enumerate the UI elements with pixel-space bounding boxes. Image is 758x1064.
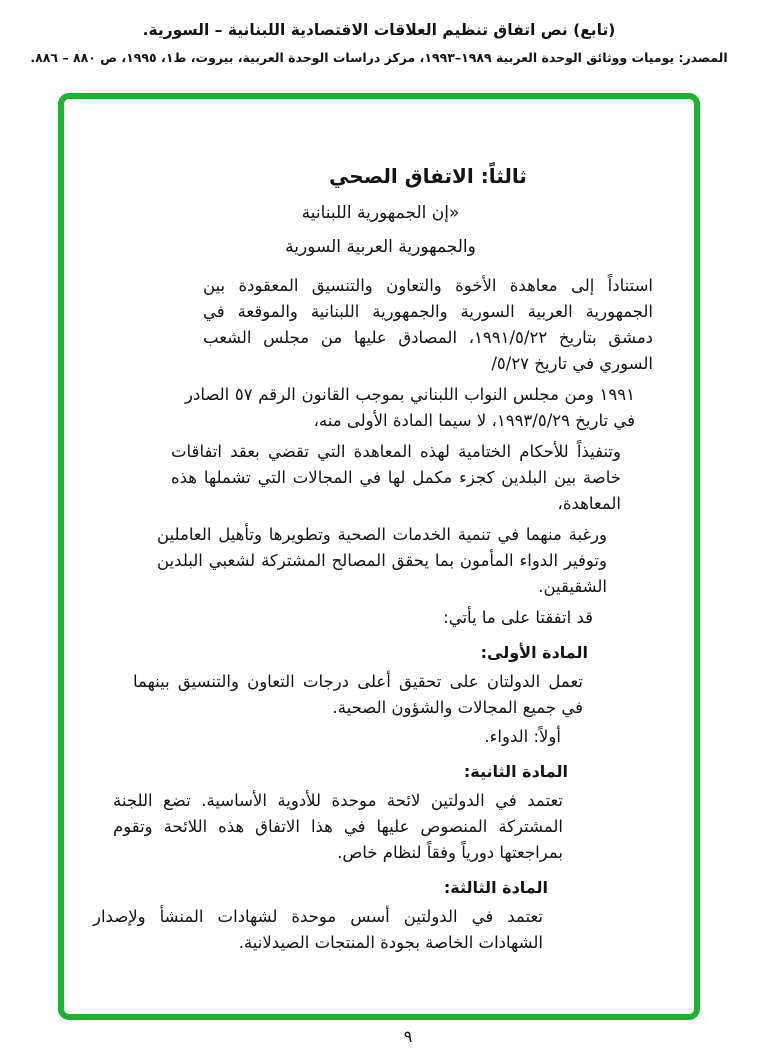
page-header (0, 20, 758, 66)
section-title: ثالثاً: الاتفاق الصحي (329, 164, 527, 188)
highlight-box (58, 93, 700, 1020)
continuation-title: (تابع) نص اتفاق تنظيم العلاقات الاقتصادية اللبنانية – السورية. (142, 21, 616, 39)
preamble-paragraph-1: استناداً إلى معاهدة الأخوة والتعاون والتنسيق المعقودة بين الجمهورية العربية السورية والجمهورية اللبنانية والموقعة في دمشق بتاريخ ٢٢‏/‏٥‏/‏١٩٩١، المصادق عليها من مجلس الشعب السوري في تاريخ ٢٧‏/‏٥‏/ (203, 276, 654, 373)
party-line-syria: والجمهورية العربية السورية (285, 237, 476, 257)
article-3-heading: المادة الثالثة: (443, 878, 548, 897)
preamble-paragraph-2: ١٩٩١ ومن مجلس النواب اللبناني بموجب القانون الرقم ٥٧ الصادر في تاريخ ٢٩‏/‏٥‏/‏١٩٩٣، لا سيما المادة الأولى منه، (185, 385, 635, 430)
document-body (93, 163, 654, 956)
preamble-paragraph-3: وتنفيذاً للأحكام الختامية لهذه المعاهدة التي تقضي بعقد اتفاقات خاصة بين البلدين كجزء مكمل لها في المجالات التي تشملها هذه المعاهدة، (171, 442, 621, 513)
article-1-body: تعمل الدولتان على تحقيق أعلى درجات التعاون والتنسيق بينهما في جميع المجالات والشؤون الصحية. (133, 672, 583, 717)
article-2-heading: المادة الثانية: (463, 762, 568, 781)
source-citation: المصدر: يوميات ووثائق الوحدة العربية ١٩٨٩–١٩٩٣، مركز دراسات الوحدة العربية، بيروت، ط١، ١٩٩٥، ص ٨٨٠ – ٨٨٦. (30, 50, 728, 65)
party-line-lebanon: «إن الجمهورية اللبنانية (301, 203, 460, 223)
article-1-heading: المادة الأولى: (480, 643, 588, 662)
agreement-clause: قد اتفقتا على ما يأتي: (443, 608, 593, 627)
article-1-subitem: أولاً: الدواء. (484, 727, 561, 746)
article-2-body: تعتمد في الدولتين لائحة موحدة للأدوية الأساسية. تضع اللجنة المشتركة المنصوص عليها في هذا الاتفاق هذه اللائحة وتقوم بمراجعتها دورياً وفقاً لنظام خاص. (113, 791, 563, 862)
page-number: ٩ (403, 1027, 413, 1046)
article-3-body: تعتمد في الدولتين أسس موحدة لشهادات المنشأ ولإصدار الشهادات الخاصة بجودة المنتجات الصيدلانية. (93, 907, 543, 952)
preamble-paragraph-4: ورغبة منهما في تنمية الخدمات الصحية وتطويرها وتأهيل العاملين وتوفير الدواء المأمون بما يحقق المصالح المشتركة لشعبي البلدين الشقيقين. (157, 525, 607, 596)
